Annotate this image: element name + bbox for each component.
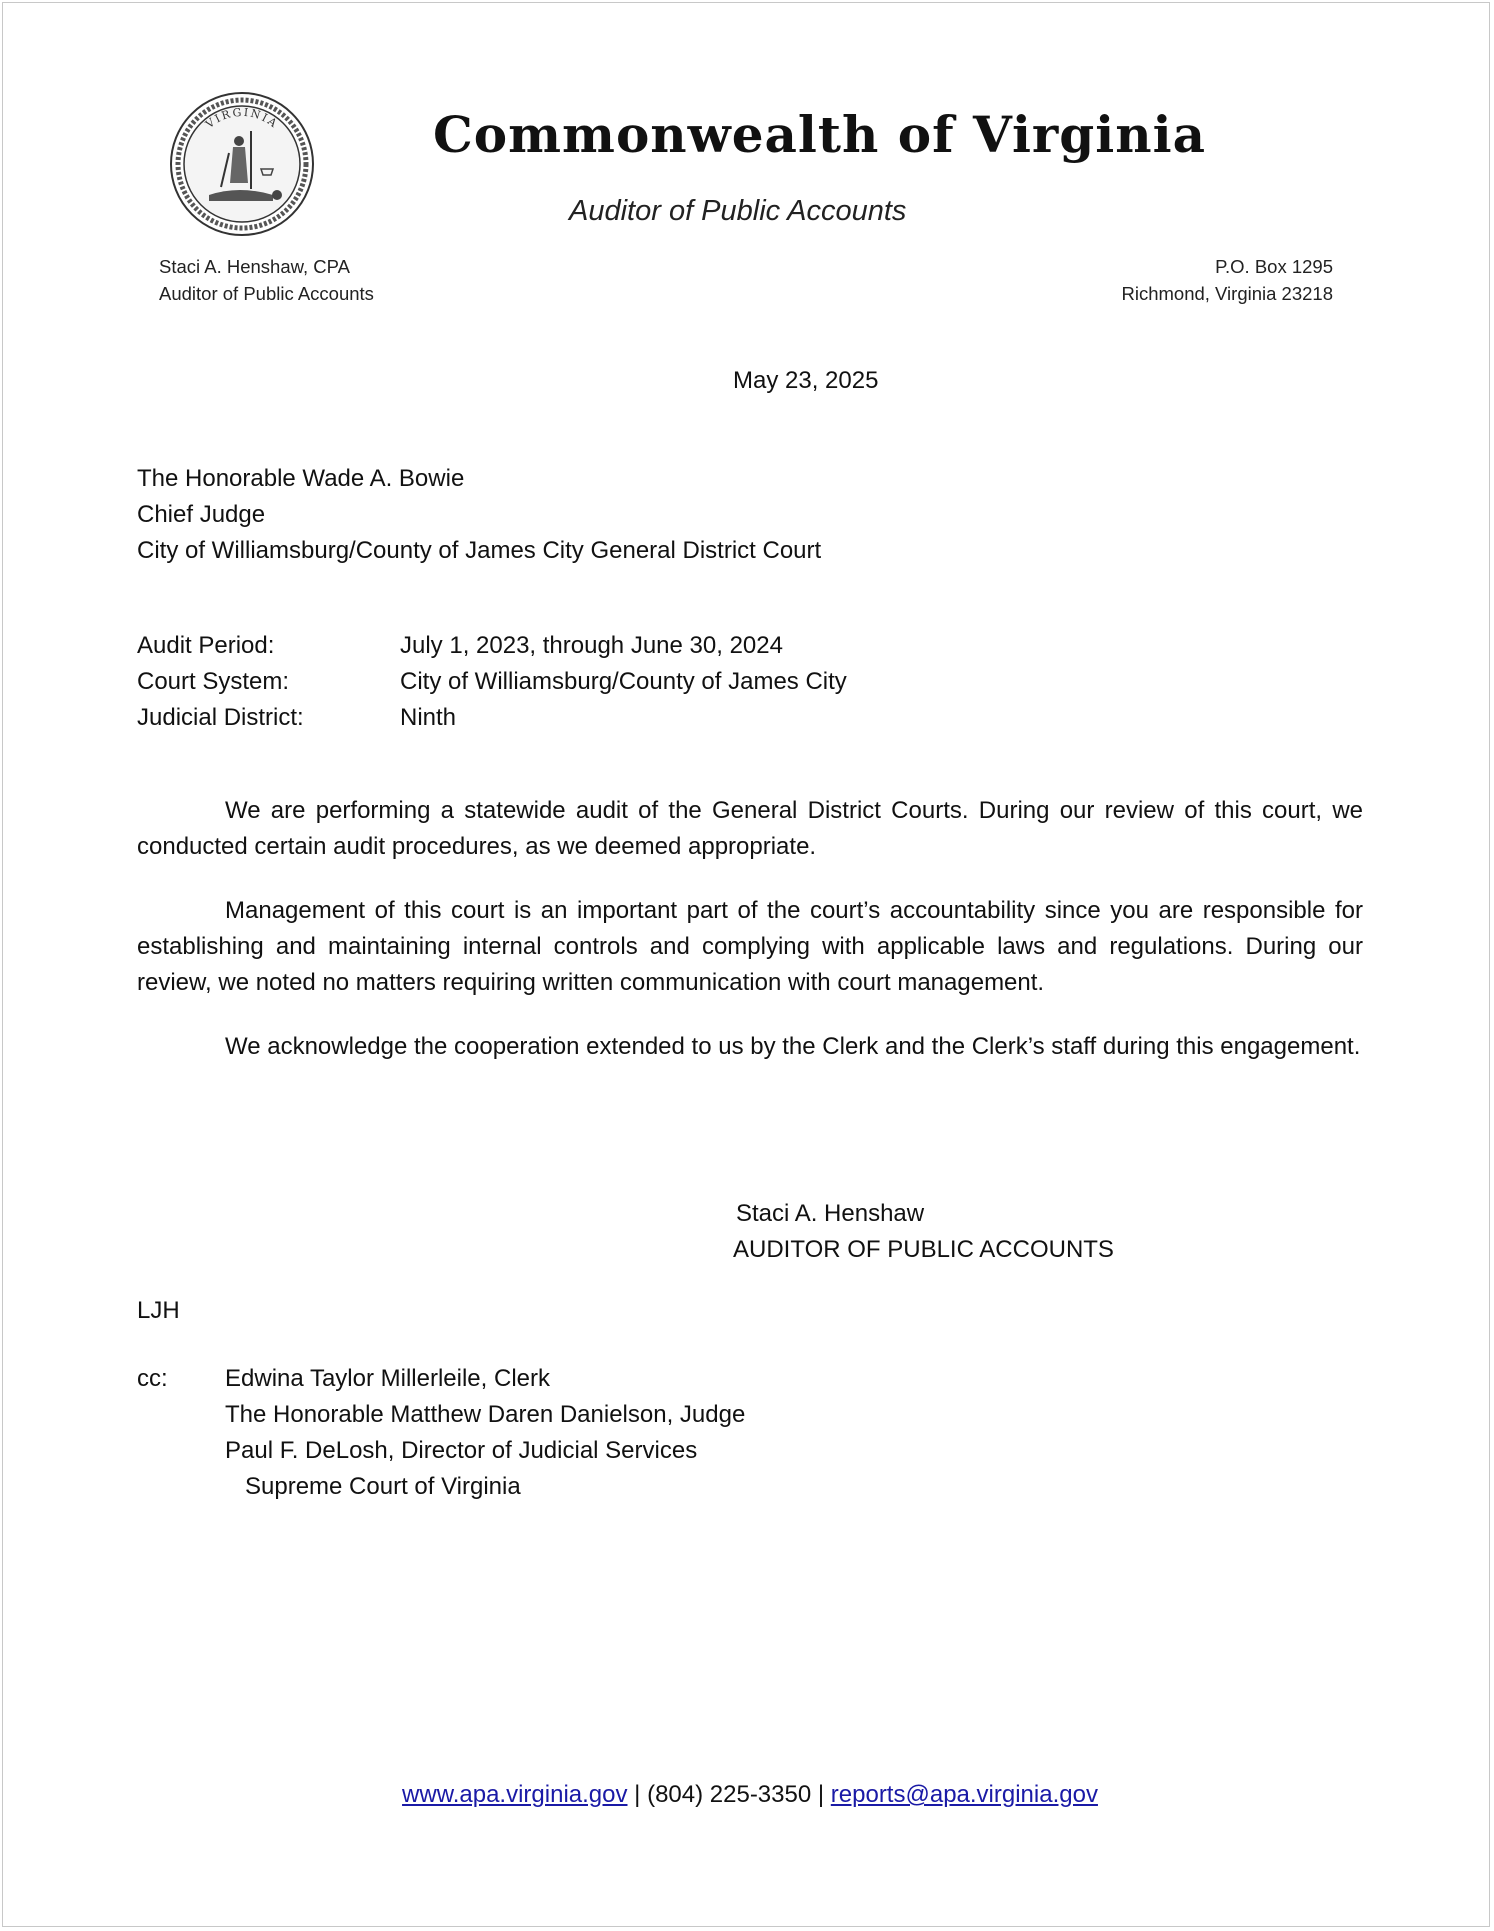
letterhead-left-block <box>159 253 374 307</box>
typist-initials: LJH <box>137 1297 180 1324</box>
cc-recipient: Edwina Taylor Millerleile, Clerk <box>225 1365 550 1392</box>
cc-recipient: Paul F. DeLosh, Director of Judicial Services <box>225 1437 698 1464</box>
phone-number: (804) 225-3350 <box>647 1781 812 1808</box>
seal-text: VIRGINIA <box>203 105 281 132</box>
recipient-court: City of Williamsburg/County of James City General District Court <box>137 537 822 564</box>
body-paragraph-2: Management of this court is an important part of the court’s accountability since you are responsible for establishing and maintaining internal controls and complying with applicable laws and regulations. During our review, we noted no matters requiring written communication with court management. <box>137 897 1363 996</box>
website-link[interactable]: www.apa.virginia.gov <box>402 1781 628 1808</box>
letterhead-subtitle: Auditor of Public Accounts <box>569 195 907 227</box>
recipient-block <box>137 461 821 569</box>
email-link[interactable]: reports@apa.virginia.gov <box>830 1781 1098 1808</box>
letter-body <box>137 793 1363 1093</box>
letterhead-address-block <box>1121 253 1333 307</box>
court-system-label: Court System: <box>137 668 290 695</box>
signature-title: AUDITOR OF PUBLIC ACCOUNTS <box>733 1236 1114 1263</box>
cc-recipient: Supreme Court of Virginia <box>245 1473 521 1500</box>
city-state-zip: Richmond, Virginia 23218 <box>1121 283 1333 304</box>
audit-period-row <box>137 628 847 664</box>
judicial-district-label: Judicial District: <box>137 704 304 731</box>
court-system-row <box>137 664 847 700</box>
judicial-district-value: Ninth <box>400 704 457 731</box>
judicial-district-row <box>137 700 847 736</box>
auditor-name: Staci A. Henshaw, CPA <box>159 256 350 277</box>
audit-period-value: July 1, 2023, through June 30, 2024 <box>400 632 783 659</box>
footer-separator: | <box>817 1781 825 1808</box>
po-box: P.O. Box 1295 <box>1215 256 1333 277</box>
cc-list <box>225 1361 745 1505</box>
court-system-value: City of Williamsburg/County of James City <box>400 668 847 695</box>
body-paragraph-1: We are performing a statewide audit of the General District Courts. During our review of this court, we conducted certain audit procedures, as we deemed appropriate. <box>137 797 1363 860</box>
recipient-name: The Honorable Wade A. Bowie <box>137 465 465 492</box>
recipient-title: Chief Judge <box>137 501 266 528</box>
audit-info-block <box>137 628 847 736</box>
letter-page <box>2 2 1490 1927</box>
letter-date: May 23, 2025 <box>733 367 879 394</box>
footer-separator: | <box>634 1781 641 1808</box>
letterhead-title: Commonwealth of Virginia <box>433 105 1206 164</box>
signature-name: Staci A. Henshaw <box>736 1200 925 1227</box>
virginia-seal-icon <box>169 91 315 237</box>
auditor-office: Auditor of Public Accounts <box>159 283 374 304</box>
footer <box>3 1781 1494 1809</box>
signature-block <box>733 1196 1114 1268</box>
cc-label: cc: <box>137 1365 168 1392</box>
cc-recipient: The Honorable Matthew Daren Danielson, Judge <box>225 1401 746 1428</box>
body-paragraph-3: We acknowledge the cooperation extended to us by the Clerk and the Clerk’s staff during this engagement. <box>225 1033 1361 1060</box>
audit-period-label: Audit Period: <box>137 632 275 659</box>
